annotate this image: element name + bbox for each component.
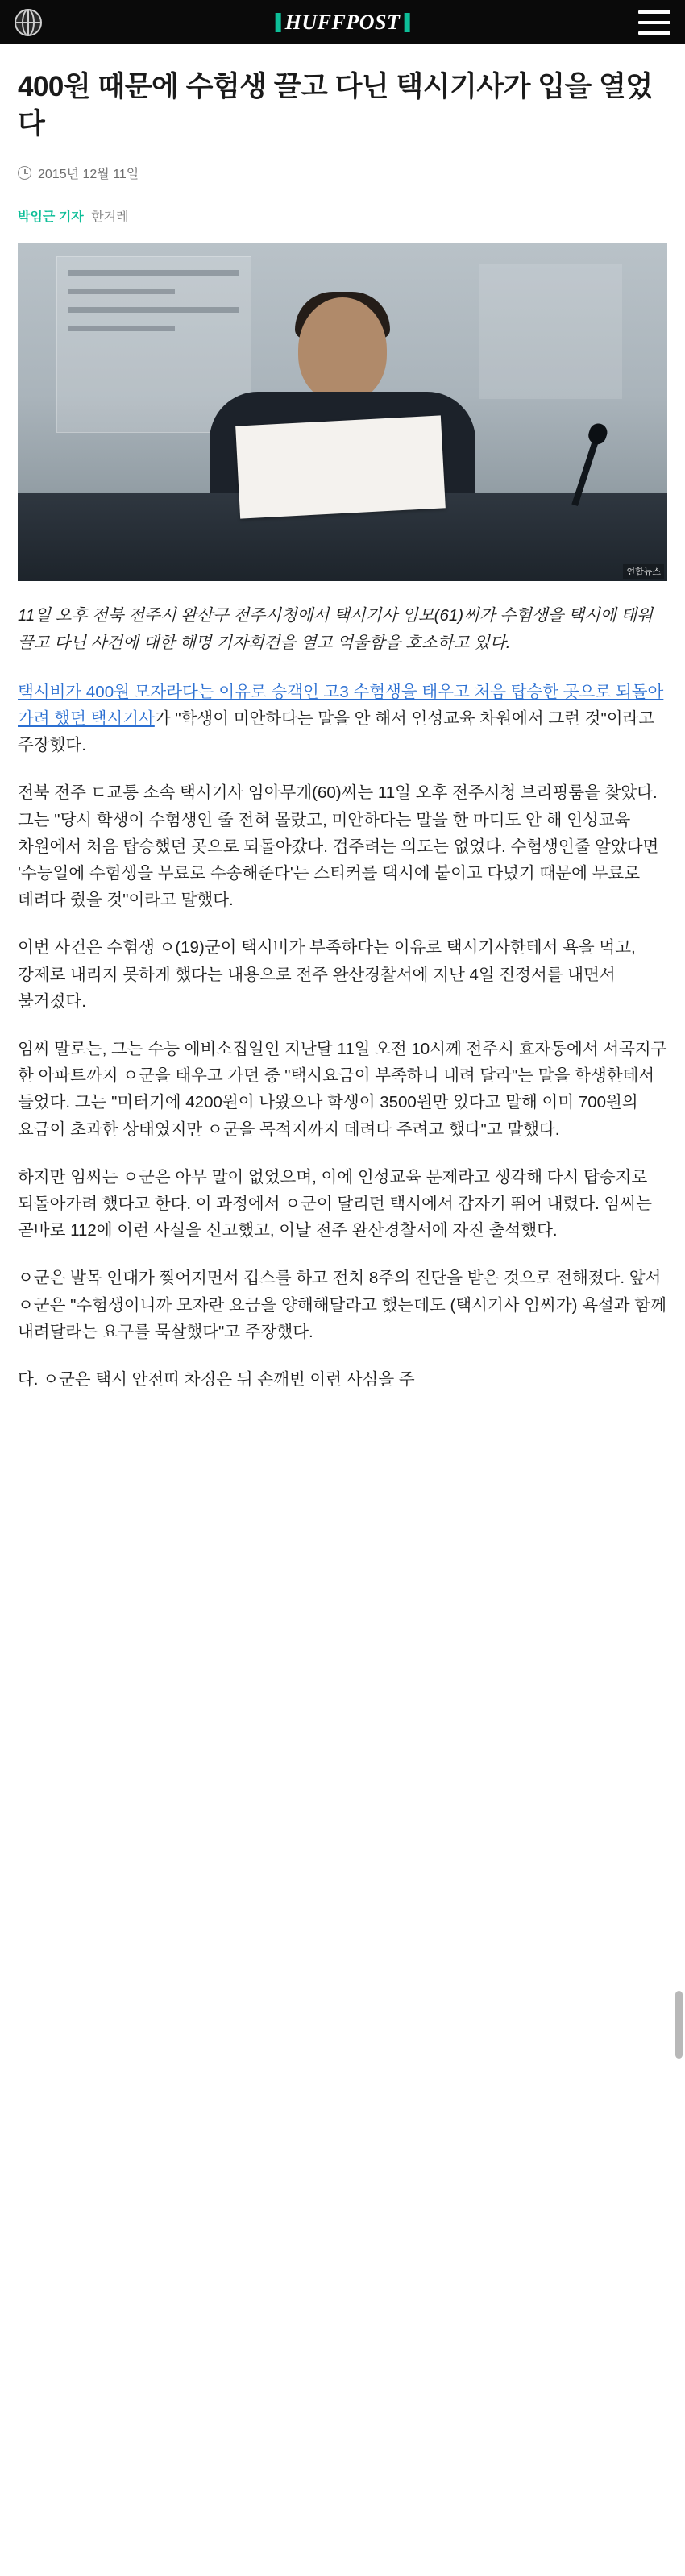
article-figure <box>18 243 667 581</box>
body-paragraph-1: 전북 전주 ㄷ교통 소속 택시기사 임아무개(60)씨는 11일 오후 전주시청 브리핑룸을 찾았다. 그는 "당시 학생이 수험생인 줄 전혀 몰랐고, 미안하다는 말을 한 마디도 안 해 인성교육 차원에서 처음 탑승했던 곳으로 되돌아갔다. 겁주려는 의도는 없었다. 수험생인줄 알았다면 '수능일에 수험생을 무료로 수송해준다'는 스티커를 택시에 붙이고 다녔기 때문에 무료로 데려다 줬을 것"이라고 말했다. <box>18 783 659 910</box>
byline-outlet: 한겨레 <box>91 210 129 225</box>
body-paragraph-4: 하지만 임씨는 ㅇ군은 아무 말이 없었으며, 이에 인성교육 문제라고 생각해 다시 탑승지로 되돌아가려 했다고 한다. 이 과정에서 ㅇ군이 달리던 택시에서 갑자기 뛰어 내렸다. 임씨는 곧바로 112에 이런 사실을 신고했고, 이날 전주 완산경찰서에 자진 출석했다. <box>18 1167 652 1240</box>
lede-paragraph <box>18 679 667 759</box>
body-paragraph-5: ㅇ군은 발목 인대가 찢어지면서 깁스를 하고 전치 8주의 진단을 받은 것으로 전해졌다. 앞서 ㅇ군은 "수험생이니까 모자란 요금을 양해해달라고 했는데도 (택시기사 임씨가) 욕설과 함께 내려달라는 요구를 묵살했다"고 주장했다. <box>18 1269 666 1341</box>
site-logo-text: HUFFPOST <box>284 10 401 34</box>
backdrop-banner-right <box>479 264 621 399</box>
logo-bar-right <box>404 13 409 32</box>
byline <box>18 206 667 225</box>
hamburger-menu-icon[interactable] <box>638 10 670 35</box>
scrollbar-thumb[interactable] <box>675 1991 683 2059</box>
clock-icon <box>18 166 31 180</box>
article-photo <box>18 243 667 581</box>
article-container <box>0 44 685 1393</box>
subject-head <box>298 297 387 402</box>
publish-date-row <box>18 164 667 182</box>
publish-date: 2015년 12월 11일 <box>38 168 139 182</box>
source-article-link[interactable]: 택시비가 400원 모자라다는 이유로 승객인 고3 수험생을 태우고 처음 탑승한 곳으로 되돌아가려 했던 택시기사 <box>18 682 664 728</box>
globe-icon[interactable] <box>15 9 42 36</box>
logo-bar-left <box>276 13 281 32</box>
page-title: 400원 때문에 수험생 끌고 다닌 택시기사가 입을 열었다 <box>18 71 653 140</box>
byline-author[interactable]: 박임근 기자 <box>18 210 84 225</box>
body-paragraph-2: 이번 사건은 수험생 ㅇ(19)군이 택시비가 부족하다는 이유로 택시기사한테서 욕을 먹고, 강제로 내리지 못하게 했다는 내용으로 전주 완산경찰서에 지난 4일 진정서를 내면서 불거졌다. <box>18 938 636 1011</box>
body-paragraph-6: 다. ㅇ군은 택시 안전띠 차징은 뒤 손깨빈 이런 사심을 주 <box>18 1370 415 1390</box>
body-paragraph-3: 임씨 말로는, 그는 수능 예비소집일인 지난달 11일 오전 10시께 전주시 효자동에서 서곡지구 한 아파트까지 ㅇ군을 태우고 가던 중 "택시요금이 부족하니 내려 달라"는 말을 학생한테서 들었다. 그는 "미터기에 4200원이 나왔으나 학생이 3500원만 있다고 말해 이미 700원의 요금이 초과한 상태였지만 ㅇ군을 목적지까지 데려다 주려고 했다"고 말했다. <box>18 1040 667 1139</box>
lede-paragraph-rest: 가 "학생이 미안하다는 말을 안 해서 인성교육 차원에서 그런 것"이라고 주장했다. <box>18 708 655 755</box>
site-logo[interactable] <box>276 10 410 35</box>
held-document <box>235 416 446 519</box>
photo-caption: 11일 오후 전북 전주시 완산구 전주시청에서 택시기사 임모(61)씨가 수험생을 택시에 태워 끌고 다닌 사건에 대한 해명 기자회견을 열고 억울함을 호소하고 있다. <box>18 606 653 652</box>
site-header <box>0 0 685 44</box>
photo-credit: 연합뉴스 <box>623 564 664 579</box>
